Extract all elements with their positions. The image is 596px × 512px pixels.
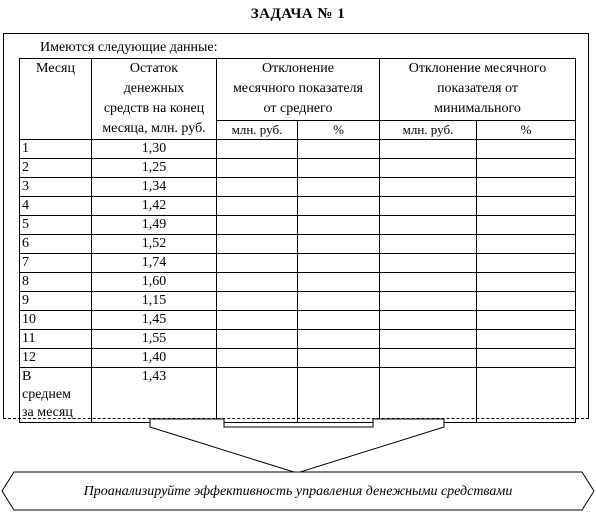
table-cell — [217, 311, 298, 330]
balance-cell: 1,30 — [92, 140, 217, 159]
table-cell — [380, 254, 477, 273]
table-row — [20, 216, 576, 235]
arrow-connector — [0, 415, 596, 475]
table-cell — [477, 235, 576, 254]
table-cell — [477, 349, 576, 368]
table-cell — [298, 349, 380, 368]
table-cell — [477, 159, 576, 178]
table-row — [20, 235, 576, 254]
table-cell — [380, 216, 477, 235]
month-cell: 2 — [20, 159, 92, 178]
subheader-avg-mln: млн. руб. — [217, 120, 298, 139]
table-cell — [477, 330, 576, 349]
average-label: В среднем за месяц — [20, 368, 92, 423]
table-cell — [477, 254, 576, 273]
table-cell — [380, 292, 477, 311]
table-cell — [217, 254, 298, 273]
table-row — [20, 273, 576, 292]
intro-text: Имеются следующие данные: — [40, 40, 218, 55]
table-row — [20, 178, 576, 197]
balance-cell: 1,42 — [92, 197, 217, 216]
table-cell — [477, 197, 576, 216]
subheader-min-pct: % — [477, 120, 576, 139]
balance-cell: 1,25 — [92, 159, 217, 178]
table-cell — [380, 311, 477, 330]
table-cell — [477, 292, 576, 311]
table-cell — [380, 197, 477, 216]
table-cell — [298, 235, 380, 254]
data-table — [19, 58, 576, 423]
table-cell — [298, 254, 380, 273]
table-cell — [217, 216, 298, 235]
month-cell: 8 — [20, 273, 92, 292]
balance-cell: 1,74 — [92, 254, 217, 273]
table-cell — [217, 292, 298, 311]
table-cell — [477, 178, 576, 197]
table-cell — [298, 330, 380, 349]
table-cell — [217, 349, 298, 368]
balance-cell: 1,34 — [92, 178, 217, 197]
average-value: 1,43 — [92, 368, 217, 423]
balance-cell: 1,15 — [92, 292, 217, 311]
header-deviation-average: Отклонение месячного показателя от среднего — [217, 59, 380, 121]
month-cell: 7 — [20, 254, 92, 273]
balance-cell: 1,49 — [92, 216, 217, 235]
table-cell — [380, 349, 477, 368]
table-cell — [217, 330, 298, 349]
table-cell — [380, 140, 477, 159]
month-cell: 12 — [20, 349, 92, 368]
task-text: Проанализируйте эффективность управления денежными средствами — [83, 484, 513, 499]
table-cell — [298, 197, 380, 216]
table-cell — [380, 159, 477, 178]
table-row — [20, 330, 576, 349]
table-row — [20, 311, 576, 330]
table-cell — [217, 273, 298, 292]
table-cell — [380, 330, 477, 349]
month-cell: 11 — [20, 330, 92, 349]
month-cell: 9 — [20, 292, 92, 311]
balance-cell: 1,40 — [92, 349, 217, 368]
table-cell — [298, 140, 380, 159]
table-cell — [217, 159, 298, 178]
table-cell — [298, 216, 380, 235]
table-cell — [298, 178, 380, 197]
subheader-avg-pct: % — [298, 120, 380, 139]
table-cell — [298, 159, 380, 178]
balance-cell: 1,55 — [92, 330, 217, 349]
table-row — [20, 140, 576, 159]
table-cell — [217, 178, 298, 197]
balance-cell: 1,60 — [92, 273, 217, 292]
table-cell — [298, 273, 380, 292]
month-cell: 4 — [20, 197, 92, 216]
table-row — [20, 197, 576, 216]
table-cell — [380, 178, 477, 197]
table-cell — [298, 311, 380, 330]
header-balance: Остаток денежных средств на конец месяца, млн. руб. — [92, 59, 217, 140]
table-row — [20, 159, 576, 178]
header-deviation-minimum: Отклонение месячного показателя от минимального — [380, 59, 576, 121]
month-cell: 1 — [20, 140, 92, 159]
table-cell — [217, 140, 298, 159]
month-cell: 6 — [20, 235, 92, 254]
balance-cell: 1,45 — [92, 311, 217, 330]
table-cell — [477, 273, 576, 292]
month-cell: 5 — [20, 216, 92, 235]
month-cell: 3 — [20, 178, 92, 197]
table-cell — [380, 273, 477, 292]
header-month: Месяц — [20, 59, 92, 140]
table-cell — [380, 235, 477, 254]
table-row — [20, 254, 576, 273]
page-title: ЗАДАЧА № 1 — [250, 6, 346, 22]
table-cell — [298, 292, 380, 311]
table-row — [20, 349, 576, 368]
table-cell — [217, 235, 298, 254]
subheader-min-mln: млн. руб. — [380, 120, 477, 139]
table-cell — [477, 311, 576, 330]
table-cell — [477, 140, 576, 159]
month-cell: 10 — [20, 311, 92, 330]
table-cell — [217, 197, 298, 216]
table-cell — [477, 216, 576, 235]
balance-cell: 1,52 — [92, 235, 217, 254]
table-row — [20, 292, 576, 311]
